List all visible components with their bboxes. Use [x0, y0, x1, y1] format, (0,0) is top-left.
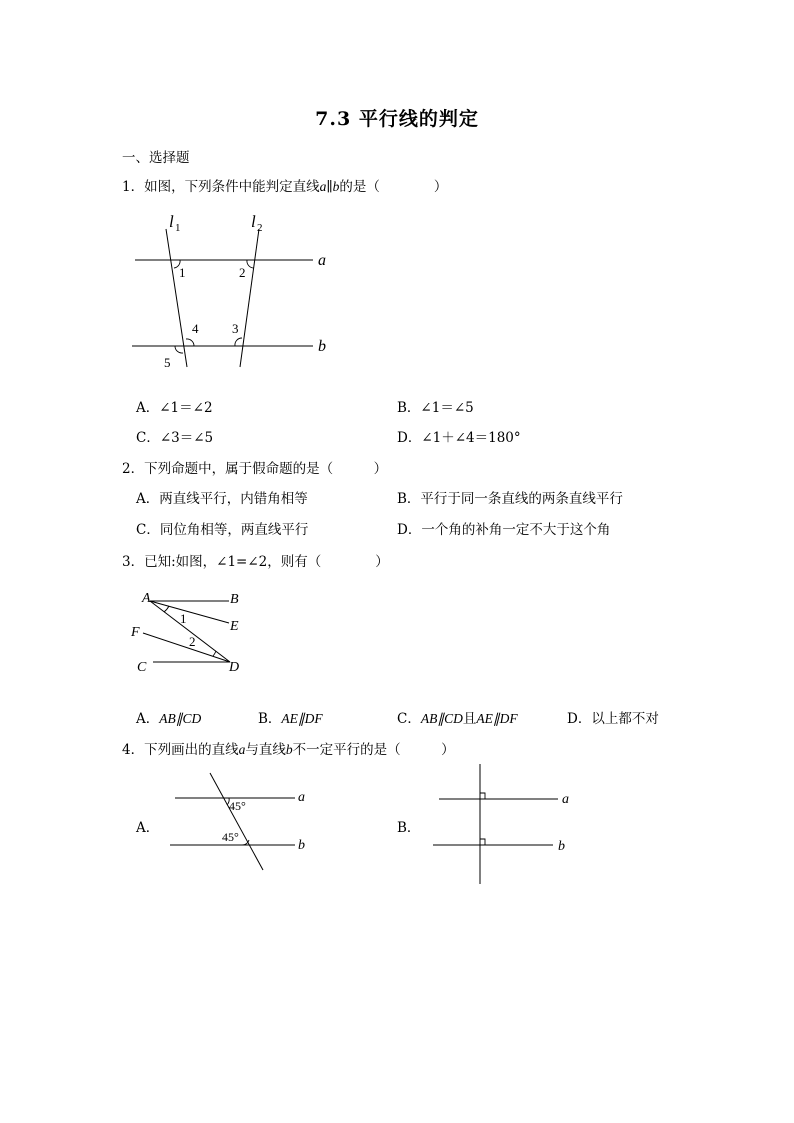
q3-line-fd — [143, 633, 230, 662]
q1-stem — [122, 175, 447, 195]
q3-option-b-text: AE∥DF — [281, 711, 323, 726]
q1-angle-arc-3 — [235, 338, 242, 346]
q3-option-c-text-1: AB∥CD — [420, 711, 463, 726]
q1-var-b: b — [332, 179, 340, 194]
q3-angle-arc-1 — [164, 606, 169, 612]
q3-option-b-prefix: B． — [258, 711, 282, 727]
q3-figure — [133, 588, 263, 678]
q1-angle-arc-2 — [247, 260, 254, 268]
q4-stem-3: 不一定平行的是（ ） — [292, 742, 455, 758]
q1-label-angle-3: 3 — [232, 321, 239, 336]
q3-option-c-text-2: AE∥DF — [476, 711, 518, 726]
q3-label-a: A — [142, 591, 151, 606]
q1-label-l1: l — [169, 212, 174, 231]
q1-label-l1-sub: 1 — [175, 222, 181, 234]
q4a-angle-label-top: 45° — [229, 799, 246, 813]
q4a-label-b: b — [298, 838, 305, 853]
q3-label-c: C — [137, 660, 147, 675]
q2-option-c: C．同位角相等，两直线平行 — [136, 522, 309, 538]
q3-label-e: E — [230, 619, 239, 634]
q4-var-b: b — [285, 742, 293, 757]
q4-option-b-label: B． — [397, 820, 421, 836]
q3-label-b: B — [230, 592, 239, 607]
q3-option-a-text: AB∥CD — [159, 711, 202, 726]
q1-label-angle-2: 2 — [239, 265, 246, 280]
q4-figure-a — [165, 770, 315, 880]
q4-figure-b — [430, 762, 580, 887]
q3-line-ae — [150, 601, 229, 623]
q1-angle-arc-5 — [175, 346, 183, 353]
q4a-angle-label-bottom: 45° — [222, 830, 239, 844]
q3-label-angle-2: 2 — [189, 634, 196, 649]
q4-stem-1: 4．下列画出的直线 — [122, 742, 239, 758]
q1-label-angle-4: 4 — [192, 321, 199, 336]
q1-stem-tail: 的是（ ） — [339, 179, 448, 195]
q1-label-angle-1: 1 — [179, 265, 186, 280]
q1-option-a: A．∠1＝∠2 — [136, 400, 213, 416]
q4b-label-b: b — [558, 839, 565, 854]
q3-label-angle-1: 1 — [180, 611, 187, 626]
q2-option-a: A．两直线平行，内错角相等 — [136, 491, 308, 507]
q1-angle-arc-4 — [186, 339, 194, 346]
q1-label-l2: l — [251, 212, 256, 231]
q4b-right-angle-bottom — [480, 839, 485, 845]
q4-var-a: a — [238, 742, 246, 757]
q3-option-d: D．以上都不对 — [567, 711, 659, 727]
q1-var-a: a — [319, 179, 327, 194]
q1-parallel-sign: ∥ — [326, 179, 333, 195]
section-heading: 一、选择题 — [122, 150, 190, 166]
q4a-angle-arc-bottom — [242, 840, 249, 845]
q1-figure — [125, 207, 345, 377]
q4b-label-a: a — [562, 792, 569, 807]
q3-option-c-and: 且 — [462, 711, 477, 727]
q4-stem-2: 与直线 — [245, 742, 286, 758]
q1-label-angle-5: 5 — [164, 355, 171, 370]
q3-stem: 3．已知:如图，∠1=∠2，则有（ ） — [122, 554, 389, 570]
q3-angle-arc-2 — [213, 651, 216, 656]
q3-option-a — [136, 707, 201, 727]
q1-option-c: C．∠3＝∠5 — [136, 430, 214, 446]
q3-line-ad — [150, 601, 230, 662]
q2-stem: 2．下列命题中，属于假命题的是（ ） — [122, 461, 388, 477]
q3-label-f: F — [131, 625, 140, 640]
page-title: 7.3 平行线的判定 — [315, 108, 479, 130]
q3-option-c — [397, 707, 518, 727]
q1-stem-text: 1．如图，下列条件中能判定直线 — [122, 179, 320, 195]
q2-option-d: D．一个角的补角一定不大于这个角 — [397, 522, 611, 538]
q1-label-l2-sub: 2 — [257, 222, 263, 234]
q4a-label-a: a — [298, 790, 305, 805]
q3-option-a-prefix: A． — [136, 711, 160, 727]
q1-option-b: B．∠1＝∠5 — [397, 400, 474, 416]
q2-option-b: B．平行于同一条直线的两条直线平行 — [397, 491, 623, 507]
q3-option-c-prefix: C． — [397, 711, 421, 727]
q1-label-b: b — [318, 338, 326, 355]
q4b-right-angle-top — [480, 793, 485, 799]
q3-label-d: D — [229, 660, 240, 675]
q3-option-b — [258, 707, 323, 727]
q1-label-a: a — [318, 252, 326, 269]
q1-option-d: D．∠1＋∠4＝180° — [397, 430, 521, 446]
q4-stem — [122, 738, 455, 758]
q4a-transversal — [210, 773, 263, 870]
q4-option-a-label: A． — [136, 820, 160, 836]
